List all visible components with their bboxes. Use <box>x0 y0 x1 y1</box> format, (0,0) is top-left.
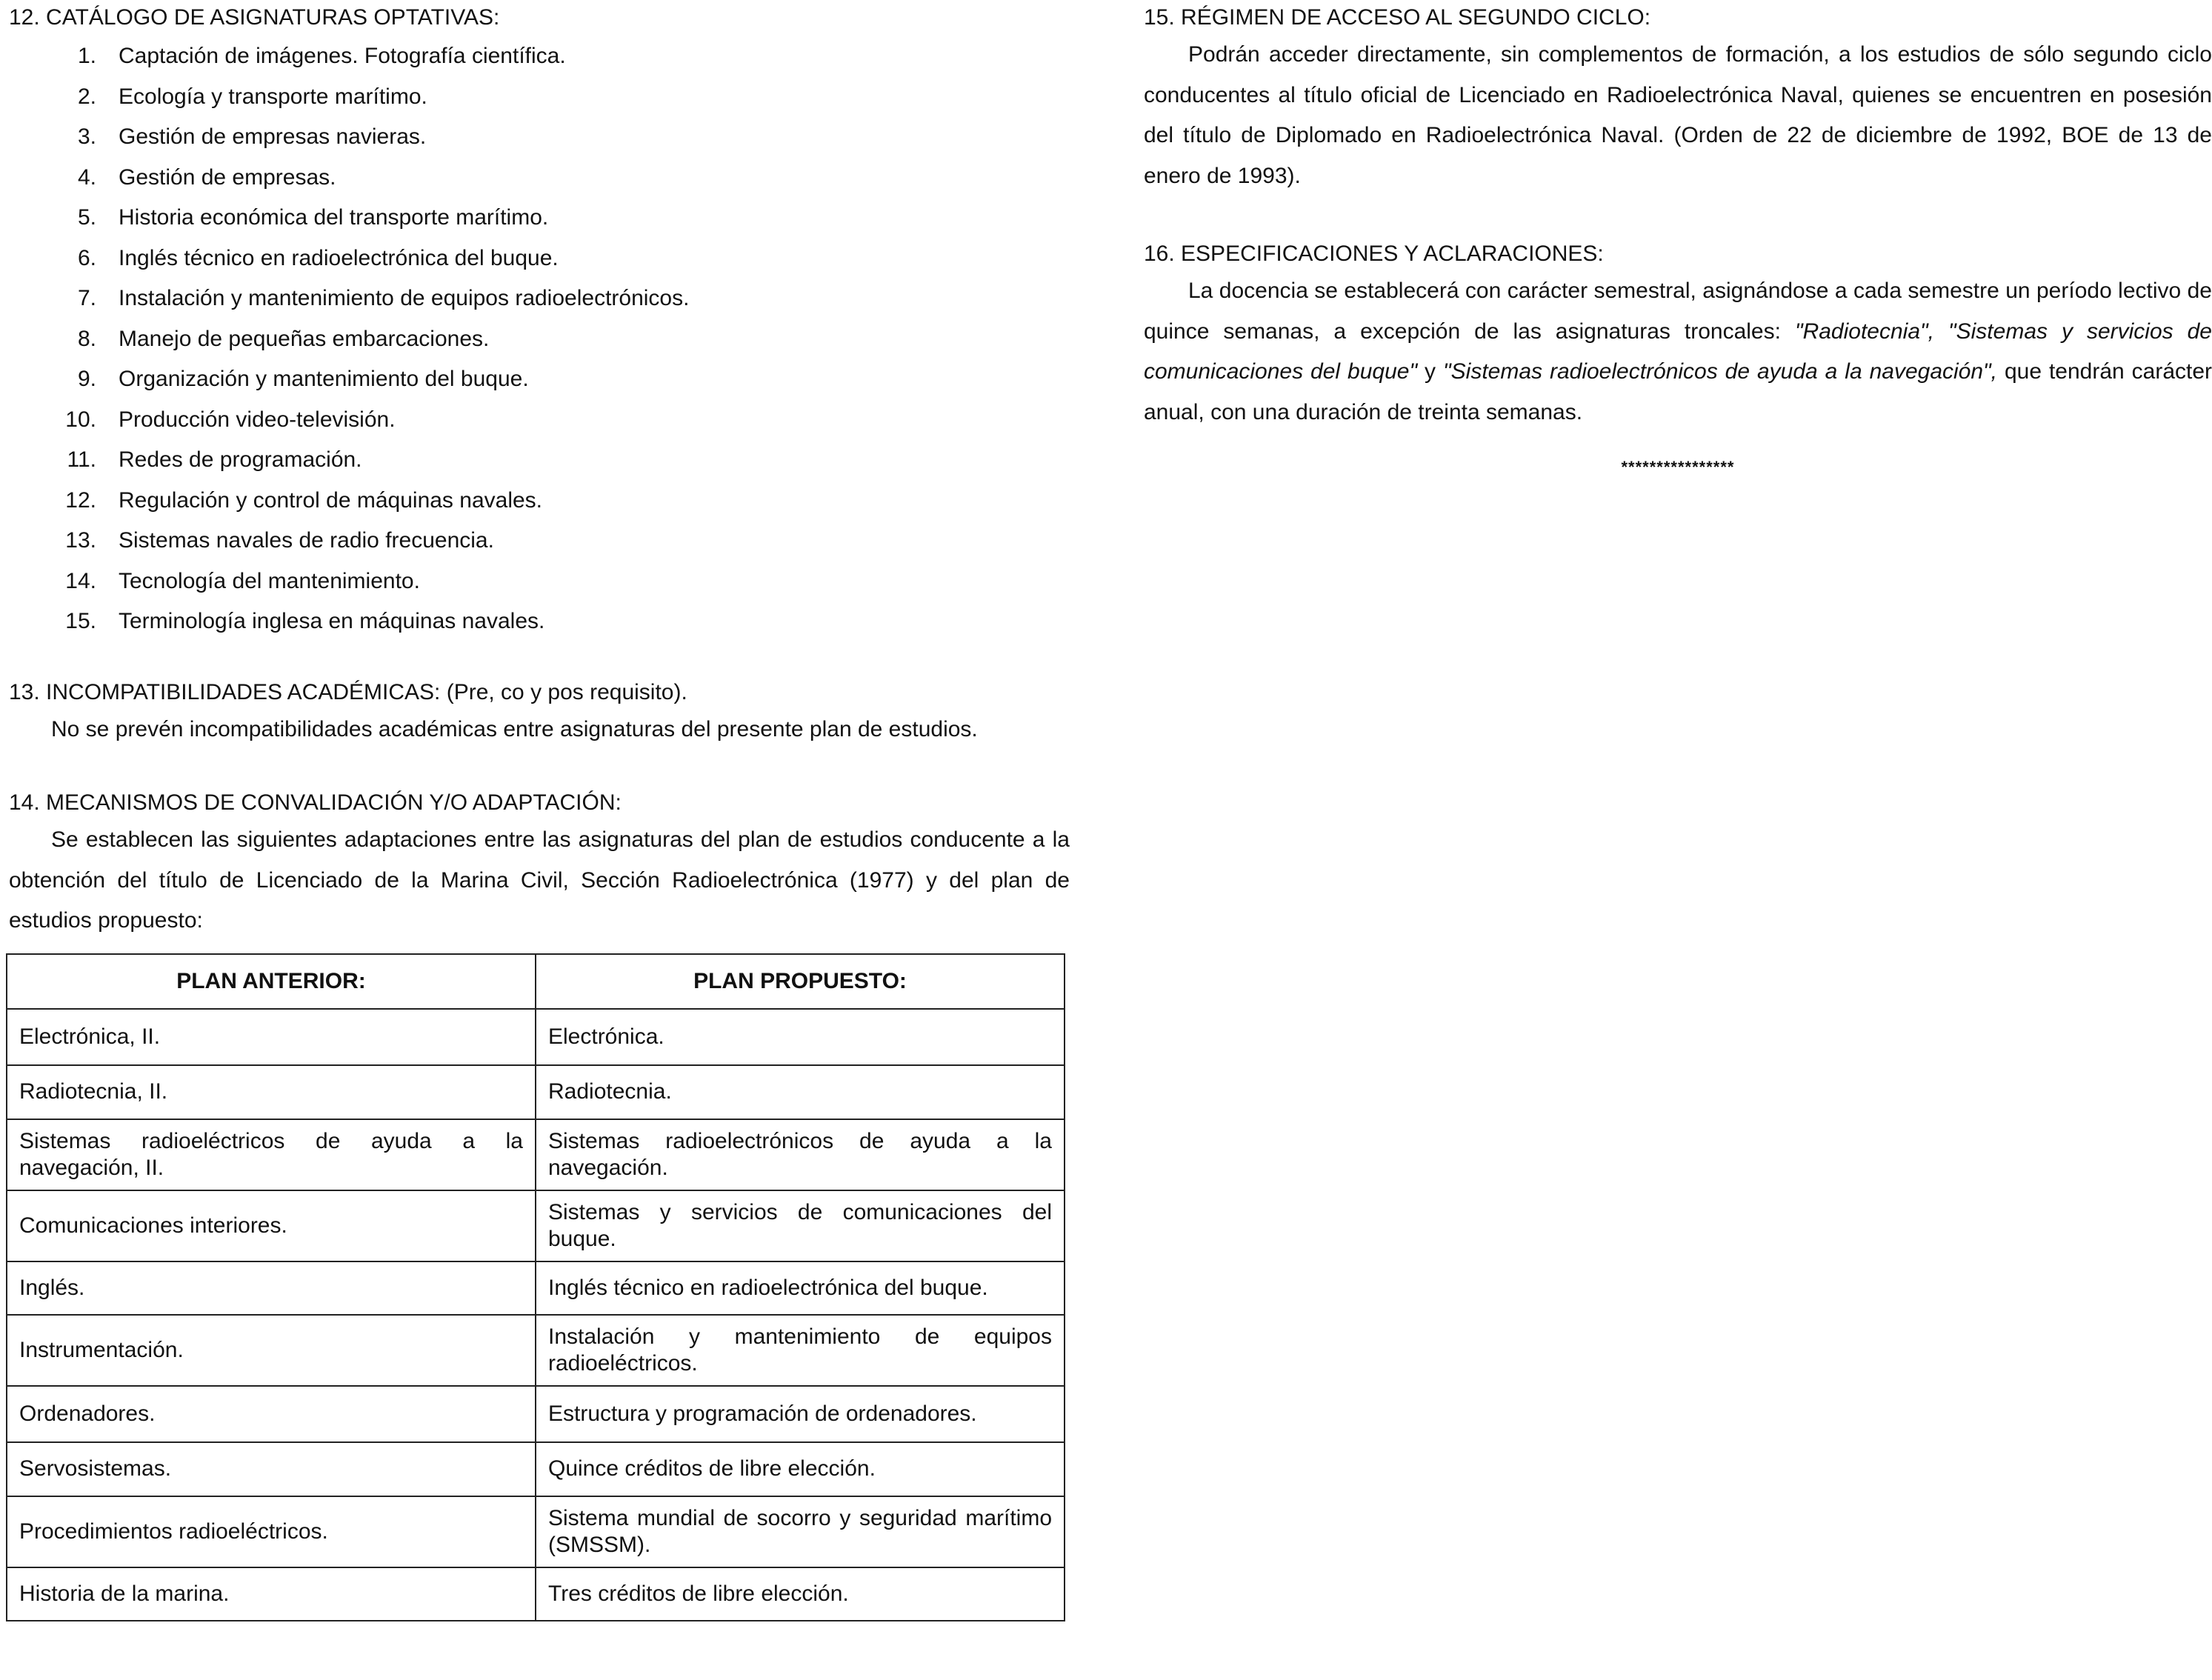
section-14-heading: 14. MECANISMOS DE CONVALIDACIÓN Y/O ADAPTACIÓN: <box>9 790 622 815</box>
list-item-number: 10. <box>65 407 96 432</box>
list-item <box>9 561 1070 602</box>
cell-plan-anterior: Inglés. <box>7 1261 536 1315</box>
list-item-number: 14. <box>65 568 96 593</box>
table-row <box>7 1009 1065 1065</box>
table-row <box>7 1190 1065 1261</box>
table-row <box>7 1065 1065 1119</box>
cell-plan-anterior: Servosistemas. <box>7 1442 536 1496</box>
list-item <box>9 279 1070 319</box>
table-row <box>7 1442 1065 1496</box>
list-item <box>9 319 1070 360</box>
list-item-number: 5. <box>77 205 96 230</box>
cell-plan-anterior: Radiotecnia, II. <box>7 1065 536 1119</box>
cell-plan-propuesto: Quince créditos de libre elección. <box>536 1442 1065 1496</box>
list-item <box>9 198 1070 239</box>
list-item-text: Manejo de pequeñas embarcaciones. <box>119 326 490 351</box>
cell-plan-propuesto: Instalación y mantenimiento de equipos radioeléctricos. <box>536 1315 1065 1386</box>
list-item-number: 9. <box>77 367 96 391</box>
table-row <box>7 1261 1065 1315</box>
list-item <box>9 440 1070 481</box>
list-item-number: 15. <box>65 609 96 633</box>
cell-plan-propuesto: Estructura y programación de ordenadores. <box>536 1386 1065 1442</box>
list-item <box>9 359 1070 400</box>
list-item-number: 3. <box>77 124 96 149</box>
cell-plan-anterior: Instrumentación. <box>7 1315 536 1386</box>
section-16-italic-1: "Radiotecnia", "Sistemas y servicios de comunicaciones del buque" <box>1144 319 2212 384</box>
cell-plan-propuesto: Inglés técnico en radioelectrónica del buque. <box>536 1261 1065 1315</box>
header-plan-propuesto: PLAN PROPUESTO: <box>536 954 1065 1009</box>
list-item-number: 13. <box>65 528 96 553</box>
list-item <box>9 481 1070 521</box>
right-column <box>1144 0 2212 477</box>
left-column <box>9 0 1070 1621</box>
list-item-number: 12. <box>65 487 96 513</box>
list-item-text: Terminología inglesa en máquinas navales. <box>119 609 545 633</box>
list-item <box>9 521 1070 561</box>
cell-plan-anterior: Historia de la marina. <box>7 1567 536 1621</box>
end-mark: **************** <box>1621 458 1735 476</box>
list-item <box>9 601 1070 642</box>
list-item-text: Ecología y transporte marítimo. <box>119 84 427 109</box>
section-16-text-a: La docencia se establecerá con carácter semestral, asignándose a cada semestre un período lectivo de quince semanas, a excepción de las asignaturas troncales: <box>1144 279 2212 344</box>
list-item-text: Instalación y mantenimiento de equipos radioelectrónicos. <box>119 286 690 310</box>
list-item-text: Sistemas navales de radio frecuencia. <box>119 528 494 553</box>
cell-plan-propuesto: Tres créditos de libre elección. <box>536 1567 1065 1621</box>
section-16-text <box>1144 271 2212 433</box>
cell-plan-anterior: Procedimientos radioeléctricos. <box>7 1496 536 1567</box>
header-plan-anterior: PLAN ANTERIOR: <box>7 954 536 1009</box>
section-16-heading: 16. ESPECIFICACIONES Y ACLARACIONES: <box>1144 241 1604 266</box>
cell-plan-propuesto: Sistemas y servicios de comunicaciones del buque. <box>536 1190 1065 1261</box>
list-item-text: Inglés técnico en radioelectrónica del buque. <box>119 245 559 270</box>
section-16-text-b: y <box>1417 359 1443 384</box>
section-13-text: No se prevén incompatibilidades académicas entre asignaturas del presente plan de estudios. <box>51 716 978 741</box>
cell-plan-anterior: Electrónica, II. <box>7 1009 536 1065</box>
list-item-text: Producción video-televisión. <box>119 407 396 432</box>
section-16-italic-2: "Sistemas radioelectrónicos de ayuda a la navegación", <box>1443 359 1998 384</box>
table-header-row <box>7 954 1065 1009</box>
list-item-text: Redes de programación. <box>119 447 362 472</box>
section-14-text: Se establecen las siguientes adaptaciones entre las asignaturas del plan de estudios conducente a la obtención del título de Licenciado de la Marina Civil, Sección Radioelectrónica (1977) y del plan de estudios propuesto: <box>9 827 1070 933</box>
list-item <box>9 158 1070 199</box>
section-12-heading: 12. CATÁLOGO DE ASIGNATURAS OPTATIVAS: <box>9 5 500 30</box>
list-item-text: Organización y mantenimiento del buque. <box>119 367 529 391</box>
cell-plan-propuesto: Sistema mundial de socorro y seguridad marítimo (SMSSM). <box>536 1496 1065 1567</box>
list-item <box>9 36 1070 77</box>
cell-plan-propuesto: Sistemas radioelectrónicos de ayuda a la navegación. <box>536 1119 1065 1190</box>
optional-subjects-list <box>9 36 1070 642</box>
list-item-text: Captación de imágenes. Fotografía científica. <box>119 44 566 68</box>
list-item-number: 1. <box>77 44 96 68</box>
list-item-number: 4. <box>77 164 96 190</box>
list-item-text: Tecnología del mantenimiento. <box>119 568 420 593</box>
table-body <box>7 1009 1065 1621</box>
cell-plan-anterior: Ordenadores. <box>7 1386 536 1442</box>
list-item-text: Regulación y control de máquinas navales. <box>119 487 543 513</box>
list-item <box>9 239 1070 279</box>
list-item-text: Gestión de empresas navieras. <box>119 124 427 149</box>
list-item <box>9 77 1070 118</box>
list-item <box>9 117 1070 158</box>
cell-plan-propuesto: Radiotecnia. <box>536 1065 1065 1119</box>
cell-plan-propuesto: Electrónica. <box>536 1009 1065 1065</box>
list-item-number: 7. <box>77 286 96 310</box>
table-row <box>7 1567 1065 1621</box>
list-item-number: 6. <box>77 245 96 270</box>
cell-plan-anterior: Comunicaciones interiores. <box>7 1190 536 1261</box>
list-item-text: Gestión de empresas. <box>119 164 336 190</box>
list-item-number: 11. <box>67 447 96 472</box>
list-item-number: 8. <box>77 326 96 351</box>
section-15-heading: 15. RÉGIMEN DE ACCESO AL SEGUNDO CICLO: <box>1144 5 1651 30</box>
section-16-text-c: que tendrán carácter anual, con una duración de treinta semanas. <box>1144 359 2212 424</box>
section-15-text: Podrán acceder directamente, sin complementos de formación, a los estudios de sólo segundo ciclo conducentes al título oficial de Licenciado en Radioelectrónica Naval, quienes se encuentren en posesión del título de Diplomado en Radioelectrónica Naval. (Orden de 22 de diciembre de 1992, BOE de 13 de enero de 1993). <box>1144 42 2212 188</box>
table-row <box>7 1386 1065 1442</box>
adaptation-table <box>6 953 1065 1621</box>
list-item <box>9 400 1070 441</box>
section-13-heading: 13. INCOMPATIBILIDADES ACADÉMICAS: (Pre, co y pos requisito). <box>9 679 687 704</box>
table-row <box>7 1496 1065 1567</box>
cell-plan-anterior: Sistemas radioeléctricos de ayuda a la navegación, II. <box>7 1119 536 1190</box>
list-item-text: Historia económica del transporte marítimo. <box>119 205 549 230</box>
table-row <box>7 1119 1065 1190</box>
list-item-number: 2. <box>77 84 96 109</box>
table-row <box>7 1315 1065 1386</box>
